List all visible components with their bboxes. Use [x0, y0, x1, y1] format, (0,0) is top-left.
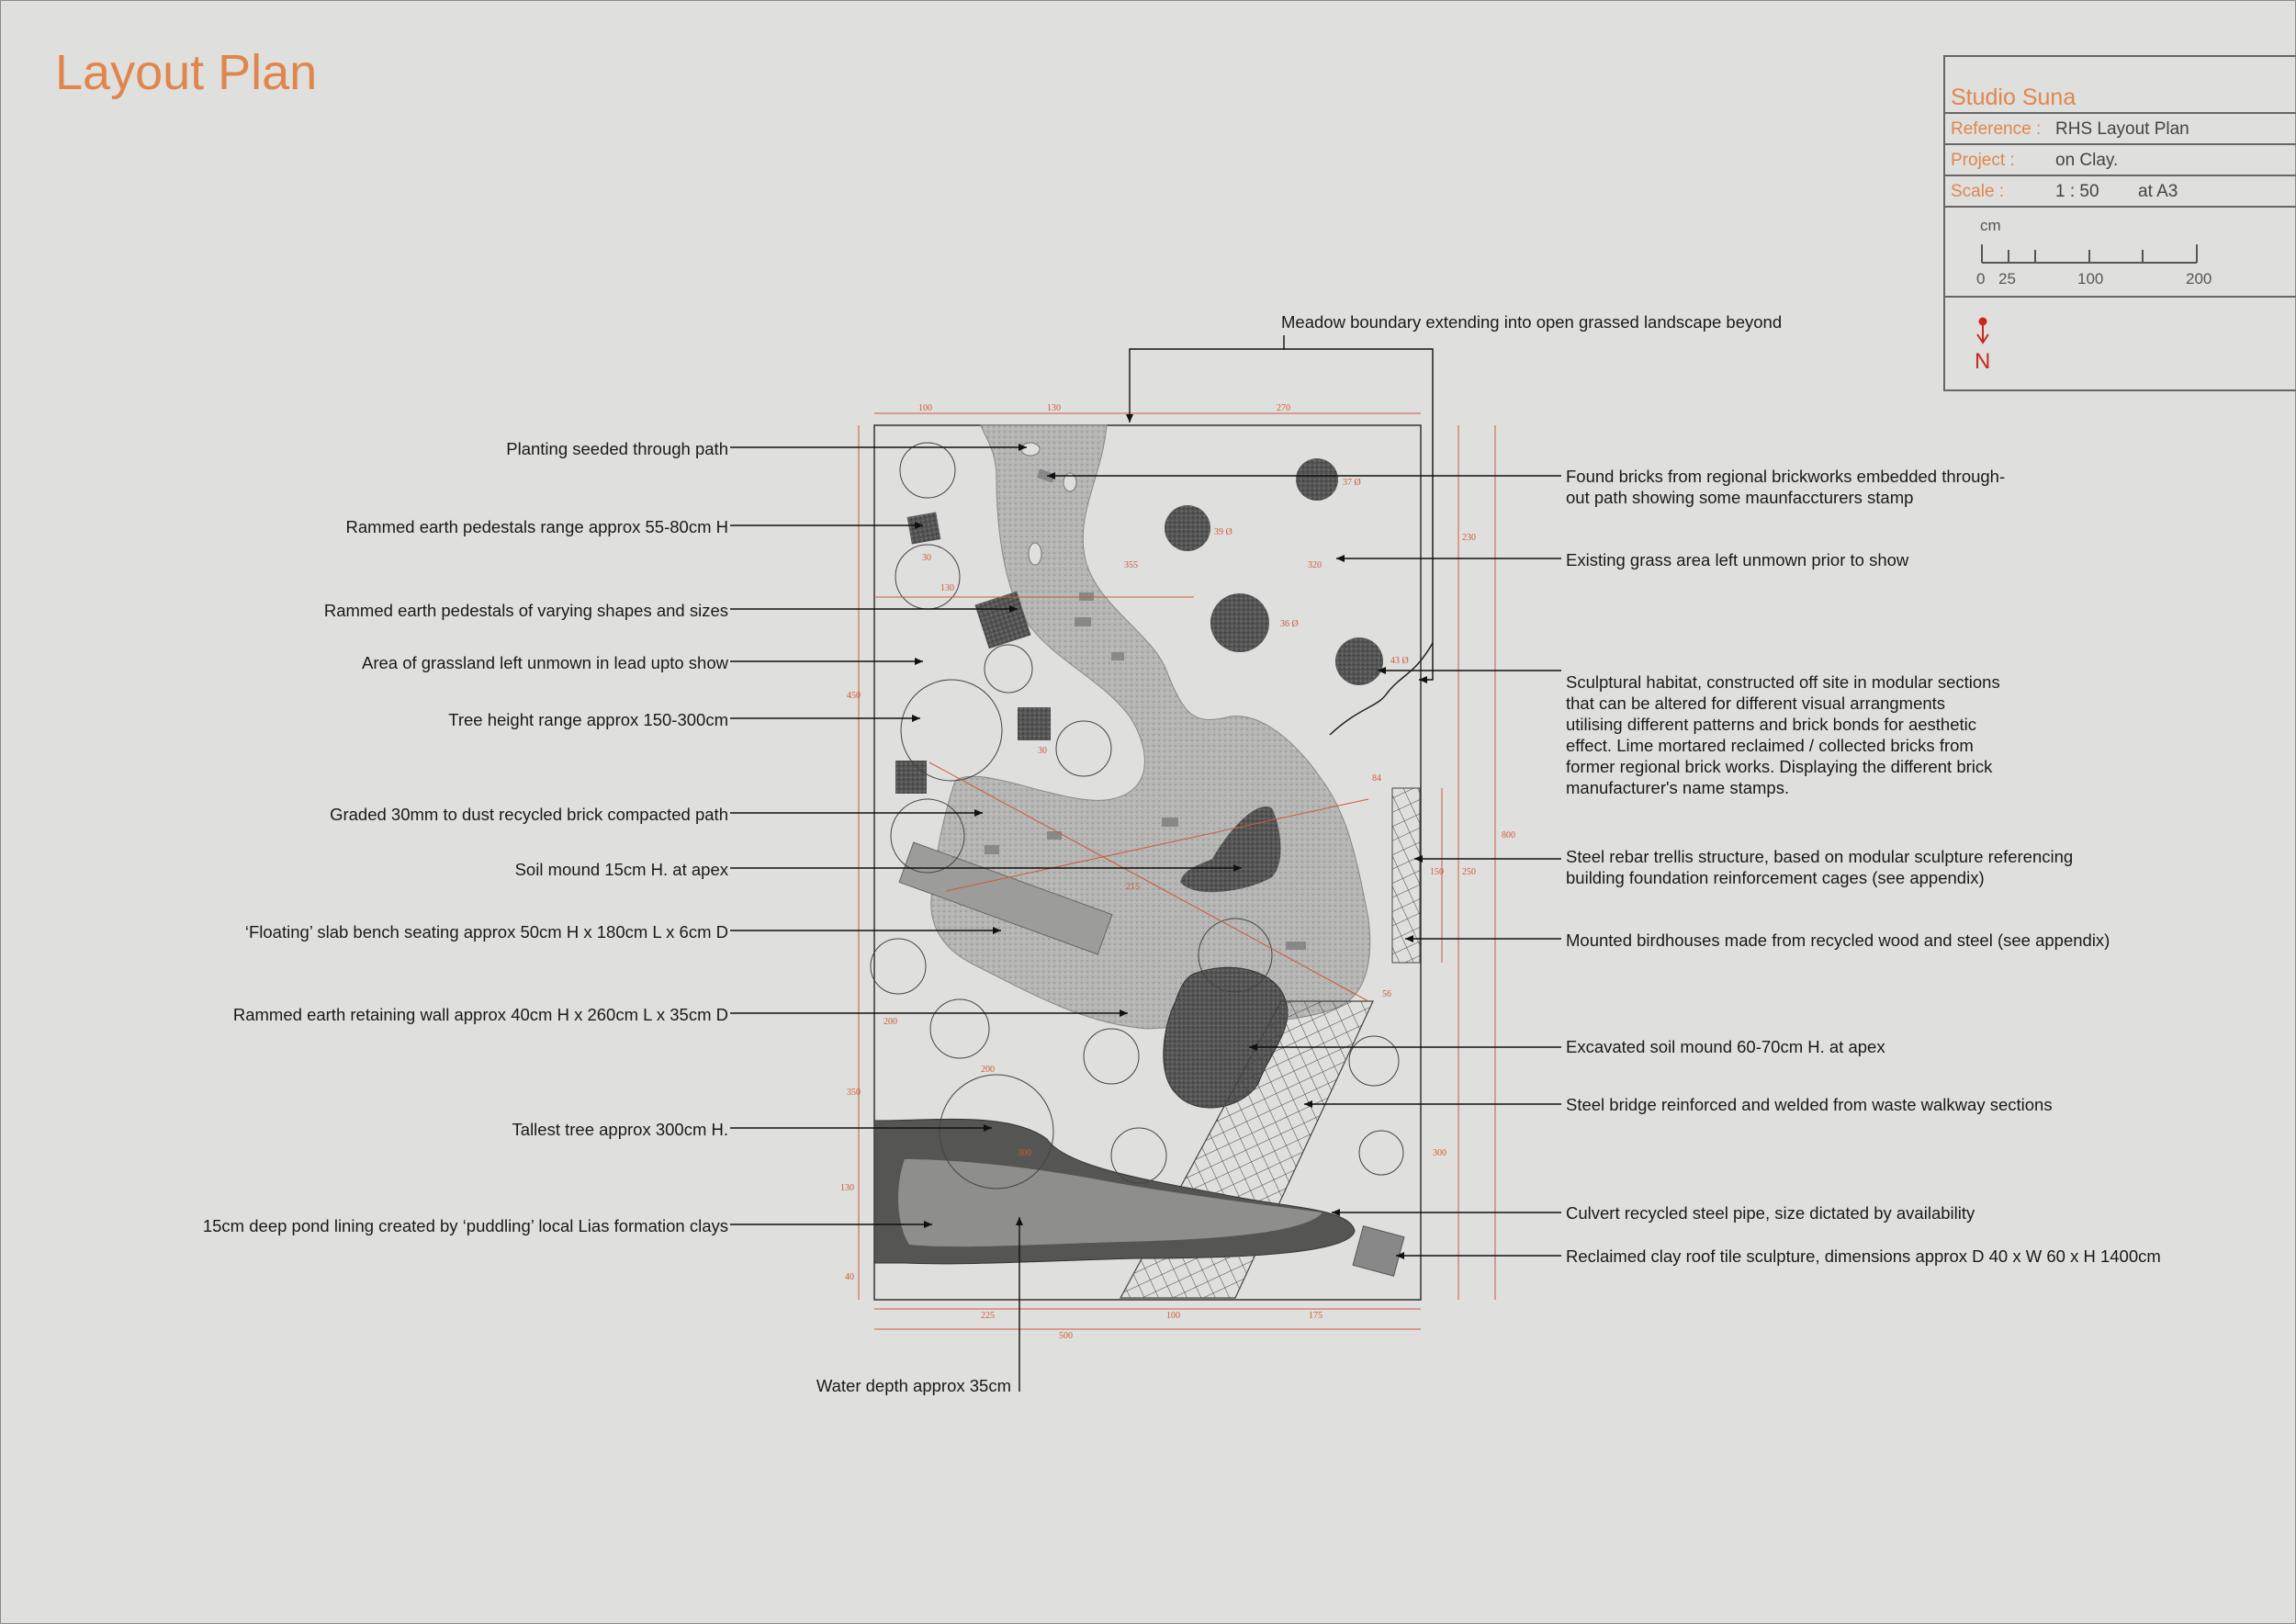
svg-text:56: 56	[1382, 989, 1391, 999]
label-existing-grass: Existing grass area left unmown prior to show	[1566, 550, 1909, 570]
svg-text:84: 84	[1372, 773, 1381, 784]
label-water-depth: Water depth approx 35cm	[816, 1376, 1011, 1395]
svg-text:355: 355	[1124, 560, 1138, 570]
svg-text:225: 225	[981, 1311, 995, 1321]
svg-text:150: 150	[1430, 867, 1444, 877]
reference-value: RHS Layout Plan	[2055, 119, 2189, 139]
label-recycled-path: Graded 30mm to dust recycled brick compacted path	[330, 805, 728, 824]
label-rebar-trellis: Steel rebar trellis structure, based on modular sculpture referencing building foundation reinforcement cages (see appendix)	[1566, 847, 2074, 887]
svg-text:100: 100	[1166, 1311, 1180, 1321]
label-slab-bench: ‘Floating’ slab bench seating approx 50cm H x 180cm L x 6cm D	[244, 922, 728, 942]
leader-meadow-boundary-a	[1130, 335, 1284, 423]
project-value: on Clay.	[2055, 151, 2119, 170]
svg-text:43 Ø: 43 Ø	[1390, 656, 1409, 666]
leader-meadow-boundary-b	[1284, 349, 1433, 680]
svg-text:175: 175	[1309, 1311, 1322, 1321]
label-sculptural-habitat: Sculptural habitat, constructed off site in modular sections that can be altered for different visual arrangments utilising different patterns and brick bonds for aesthetic effect. Lime mortared reclaimed / collected bricks from former regional brick works. Displaying the different brick manufacturer's name stamps.	[1566, 672, 2000, 797]
label-steel-bridge: Steel bridge reinforced and welded from waste walkway sections	[1566, 1095, 2053, 1114]
reference-label: Reference :	[1951, 119, 2042, 139]
svg-text:320: 320	[1308, 560, 1322, 570]
label-retaining-wall: Rammed earth retaining wall approx 40cm H x 260cm L x 35cm D	[232, 1005, 728, 1024]
scale-unit: cm	[1980, 217, 2001, 234]
label-pond-lining: 15cm deep pond lining created by ‘puddling’ local Lias formation clays	[202, 1216, 728, 1235]
north-label: N	[1975, 349, 1991, 374]
svg-text:30: 30	[922, 553, 931, 563]
label-birdhouses: Mounted birdhouses made from recycled wood and steel (see appendix)	[1566, 930, 2110, 950]
scale-paper: at A3	[2138, 182, 2178, 201]
svg-text:30: 30	[1038, 746, 1047, 756]
scale-tick-25: 25	[1998, 270, 2016, 288]
svg-text:230: 230	[1462, 533, 1476, 543]
svg-text:40: 40	[845, 1272, 854, 1282]
svg-text:130: 130	[940, 583, 954, 593]
svg-text:500: 500	[1059, 1331, 1073, 1341]
svg-text:270: 270	[1277, 403, 1290, 413]
svg-text:800: 800	[1502, 830, 1515, 840]
label-found-bricks: Found bricks from regional brickworks embedded through- out path showing some maunfaccturers stamp	[1566, 467, 2006, 507]
svg-text:250: 250	[1462, 867, 1476, 877]
label-pedestals-shapes: Rammed earth pedestals of varying shapes and sizes	[323, 601, 728, 620]
label-tallest-tree: Tallest tree approx 300cm H.	[512, 1120, 728, 1139]
scale-value: 1 : 50	[2055, 182, 2099, 201]
svg-text:350: 350	[847, 1088, 861, 1098]
svg-text:300: 300	[1433, 1148, 1446, 1158]
svg-text:130: 130	[1047, 403, 1061, 413]
scale-tick-200: 200	[2186, 270, 2212, 288]
svg-text:215: 215	[1126, 882, 1140, 892]
svg-text:450: 450	[847, 691, 861, 701]
svg-text:100: 100	[918, 403, 932, 413]
svg-text:37 Ø: 37 Ø	[1343, 478, 1361, 488]
svg-text:200: 200	[884, 1017, 897, 1027]
label-tree-height: Tree height range approx 150-300cm	[448, 710, 728, 729]
svg-text:36 Ø: 36 Ø	[1280, 619, 1299, 629]
project-label: Project :	[1951, 151, 2015, 170]
label-soil-mound: Soil mound 15cm H. at apex	[514, 860, 728, 879]
svg-text:39 Ø: 39 Ø	[1214, 527, 1232, 537]
label-grassland-unmown: Area of grassland left unmown in lead upto show	[361, 653, 728, 672]
page-title: Layout Plan	[55, 45, 318, 100]
label-pedestals-range: Rammed earth pedestals range approx 55-80cm H	[345, 517, 728, 536]
label-excavated-mound: Excavated soil mound 60-70cm H. at apex	[1566, 1037, 1885, 1056]
label-planting-seeded: Planting seeded through path	[506, 439, 728, 458]
scale-label: Scale :	[1951, 182, 2005, 201]
scale-tick-100: 100	[2077, 270, 2104, 288]
scale-tick-0: 0	[1976, 270, 1986, 288]
label-culvert: Culvert recycled steel pipe, size dictated by availability	[1566, 1203, 1975, 1223]
svg-text:130: 130	[840, 1183, 854, 1193]
svg-text:300: 300	[1018, 1148, 1031, 1158]
svg-text:200: 200	[981, 1065, 995, 1075]
label-tile-sculpture: Reclaimed clay roof tile sculpture, dimensions approx D 40 x W 60 x H 1400cm	[1566, 1246, 2161, 1266]
label-meadow-boundary: Meadow boundary extending into open grassed landscape beyond	[1281, 312, 1783, 332]
studio-name: Studio Suna	[1951, 85, 2077, 110]
